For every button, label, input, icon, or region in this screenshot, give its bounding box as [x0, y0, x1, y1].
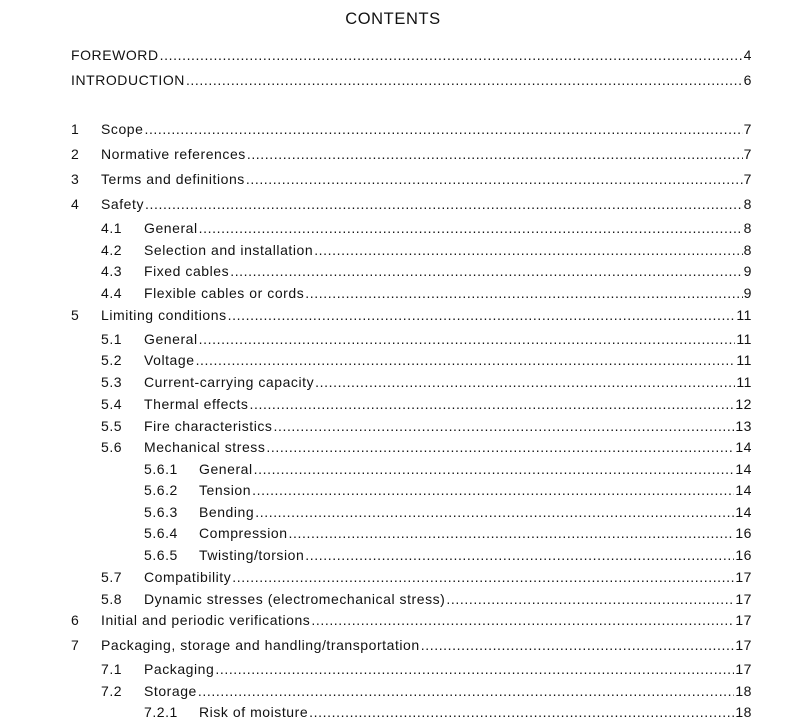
toc-entry[interactable]: [101, 218, 752, 238]
toc-entry-page-number: 9: [743, 285, 752, 301]
toc-entry-page-number: 14: [735, 504, 752, 520]
toc-entry-number: 5.2: [101, 352, 123, 368]
toc-entry-label: Flexible cables or cords: [144, 285, 305, 301]
toc-entry[interactable]: [71, 194, 752, 214]
toc-entry-number: 7.2: [101, 683, 123, 699]
toc-entry-page-number: 7: [743, 171, 752, 187]
toc-entry-label: Initial and periodic verifications: [101, 612, 311, 628]
dot-leader: [249, 394, 734, 414]
toc-entry-page-number: 16: [735, 547, 752, 563]
toc-entry[interactable]: [101, 350, 752, 370]
toc-entry[interactable]: [101, 394, 752, 414]
toc-entry[interactable]: [144, 523, 752, 543]
toc-entry[interactable]: [144, 545, 752, 565]
toc-entry[interactable]: [101, 329, 752, 349]
dot-leader: [144, 119, 742, 139]
toc-entry-label: INTRODUCTION: [71, 72, 185, 88]
toc-entry-label: Safety: [101, 196, 144, 212]
toc-entry-number: 5.1: [101, 331, 123, 347]
toc-entry-number: 5.5: [101, 418, 123, 434]
toc-entry-label: Storage: [144, 683, 197, 699]
toc-entry-label: Current-carrying capacity: [144, 374, 315, 390]
toc-entry-page-number: 8: [743, 242, 752, 258]
toc-entry[interactable]: [144, 502, 752, 522]
toc-entry-number: 5.7: [101, 569, 123, 585]
toc-entry[interactable]: [71, 119, 752, 139]
dot-leader: [421, 635, 735, 655]
toc-entry-label: Bending: [199, 504, 255, 520]
toc-entry-page-number: 12: [735, 396, 752, 412]
toc-entry-label: Compatibility: [144, 569, 232, 585]
toc-entry-page-number: 6: [743, 72, 752, 88]
toc-entry[interactable]: [71, 610, 752, 630]
toc-entry-page-number: 11: [736, 374, 752, 390]
dot-leader: [228, 305, 736, 325]
toc-entry-label: General: [144, 331, 198, 347]
toc-entry-label: Thermal effects: [144, 396, 249, 412]
toc-entry[interactable]: [101, 589, 752, 609]
dot-leader: [230, 261, 742, 281]
toc-entry-label: Limiting conditions: [101, 307, 227, 323]
toc-entry-page-number: 17: [735, 661, 752, 677]
toc-entry-page-number: 8: [743, 220, 752, 236]
toc-front-matter-entry[interactable]: [71, 45, 752, 65]
toc-entry[interactable]: [71, 635, 752, 655]
dot-leader: [199, 218, 743, 238]
dot-leader: [305, 283, 742, 303]
toc-entry-page-number: 17: [735, 612, 752, 628]
toc-entry-number: 7.1: [101, 661, 123, 677]
toc-entry[interactable]: [144, 459, 752, 479]
toc-entry-number: 1: [71, 121, 80, 137]
toc-entry[interactable]: [101, 567, 752, 587]
toc-entry-number: 7: [71, 637, 80, 653]
toc-entry-number: 7.2.1: [144, 704, 178, 720]
toc-entry-page-number: 18: [735, 683, 752, 699]
toc-entry-page-number: 17: [735, 569, 752, 585]
dot-leader: [199, 329, 736, 349]
dot-leader: [246, 169, 743, 189]
toc-entry[interactable]: [101, 372, 752, 392]
toc-entry-page-number: 17: [735, 591, 752, 607]
toc-entry-page-number: 14: [735, 439, 752, 455]
toc-entry[interactable]: [71, 169, 752, 189]
toc-entry[interactable]: [101, 240, 752, 260]
toc-entry-page-number: 17: [735, 637, 752, 653]
toc-entry-label: Fire characteristics: [144, 418, 273, 434]
toc-entry-page-number: 11: [736, 352, 752, 368]
toc-entry-page-number: 11: [736, 331, 752, 347]
dot-leader: [314, 240, 742, 260]
toc-entry-number: 5.4: [101, 396, 123, 412]
toc-entry-page-number: 9: [743, 263, 752, 279]
toc-entry-number: 5.6.3: [144, 504, 178, 520]
toc-entry-number: 5.6.5: [144, 547, 178, 563]
toc-entry-page-number: 14: [735, 482, 752, 498]
toc-entry-page-number: 14: [735, 461, 752, 477]
toc-entry[interactable]: [101, 283, 752, 303]
toc-entry-number: 5.3: [101, 374, 123, 390]
toc-entry-label: Fixed cables: [144, 263, 230, 279]
toc-entry-page-number: 7: [743, 121, 752, 137]
toc-entry-label: Tension: [199, 482, 252, 498]
dot-leader: [315, 372, 735, 392]
toc-entry-label: Voltage: [144, 352, 195, 368]
toc-entry-number: 5.6.2: [144, 482, 178, 498]
dot-leader: [309, 702, 734, 722]
dot-leader: [145, 194, 743, 214]
dot-leader: [247, 144, 743, 164]
dot-leader: [232, 567, 734, 587]
toc-entry-label: Dynamic stresses (electromechanical stress): [144, 591, 446, 607]
dot-leader: [252, 480, 734, 500]
toc-entry-label: Selection and installation: [144, 242, 314, 258]
toc-entry-label: General: [199, 461, 253, 477]
toc-entry-number: 2: [71, 146, 80, 162]
toc-entry-number: 4.2: [101, 242, 123, 258]
toc-entry-label: Mechanical stress: [144, 439, 266, 455]
dot-leader: [289, 523, 735, 543]
dot-leader: [446, 589, 734, 609]
toc-entry[interactable]: [101, 261, 752, 281]
toc-front-matter-entry[interactable]: [71, 70, 752, 90]
toc-entry-label: Twisting/torsion: [199, 547, 305, 563]
dot-leader: [255, 502, 734, 522]
dot-leader: [198, 681, 734, 701]
dot-leader: [186, 70, 743, 90]
toc-entry-number: 4.1: [101, 220, 123, 236]
toc-entry[interactable]: [144, 480, 752, 500]
dot-leader: [215, 659, 734, 679]
page-title: CONTENTS: [345, 10, 441, 28]
dot-leader: [160, 45, 743, 65]
toc-entry-page-number: 18: [735, 704, 752, 720]
toc-entry[interactable]: [144, 702, 752, 722]
toc-entry-label: Scope: [101, 121, 144, 137]
toc-entry-label: Packaging, storage and handling/transportation: [101, 637, 420, 653]
toc-entry-label: Compression: [199, 525, 288, 541]
toc-entry[interactable]: [101, 416, 752, 436]
dot-leader: [311, 610, 734, 630]
toc-entry-number: 4.4: [101, 285, 123, 301]
toc-entry[interactable]: [101, 437, 752, 457]
toc-entry-label: Risk of moisture: [199, 704, 309, 720]
dot-leader: [305, 545, 734, 565]
toc-entry-page-number: 4: [743, 47, 752, 63]
toc-entry-label: Normative references: [101, 146, 246, 162]
toc-entry-number: 4: [71, 196, 80, 212]
toc-entry-page-number: 8: [743, 196, 752, 212]
toc-entry-label: Terms and definitions: [101, 171, 245, 187]
toc-entry[interactable]: [71, 144, 752, 164]
toc-entry-page-number: 11: [736, 307, 752, 323]
dot-leader: [254, 459, 735, 479]
toc-entry-number: 3: [71, 171, 80, 187]
toc-entry-number: 5.6.1: [144, 461, 178, 477]
dot-leader: [273, 416, 734, 436]
dot-leader: [196, 350, 736, 370]
toc-entry[interactable]: [71, 305, 752, 325]
toc-entry-number: 5.6.4: [144, 525, 178, 541]
toc-entry-number: 5.6: [101, 439, 123, 455]
toc-entry-number: 5.8: [101, 591, 123, 607]
dot-leader: [266, 437, 734, 457]
toc-entry-number: 6: [71, 612, 80, 628]
toc-entry-page-number: 7: [743, 146, 752, 162]
toc-entry-page-number: 16: [735, 525, 752, 541]
toc-entry-page-number: 13: [735, 418, 752, 434]
toc-entry-number: 4.3: [101, 263, 123, 279]
toc-entry[interactable]: [101, 681, 752, 701]
toc-entry-label: General: [144, 220, 198, 236]
toc-entry-number: 5: [71, 307, 80, 323]
toc-entry-label: Packaging: [144, 661, 215, 677]
toc-entry[interactable]: [101, 659, 752, 679]
toc-entry-label: FOREWORD: [71, 47, 159, 63]
